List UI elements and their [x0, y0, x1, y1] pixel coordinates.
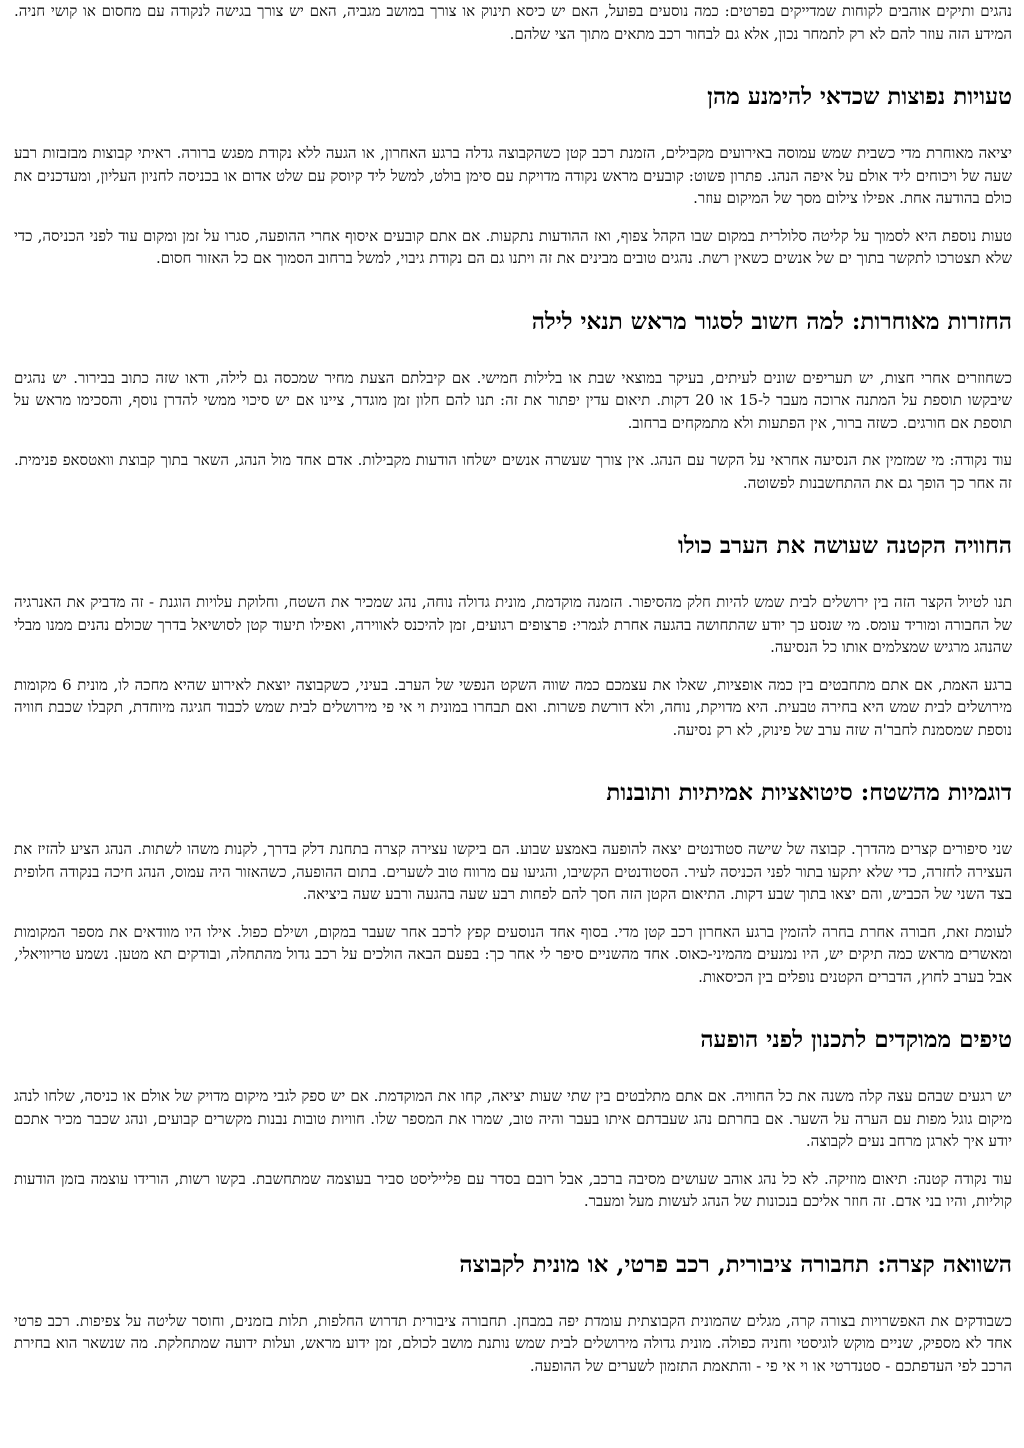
section-paragraph: כשחוזרים אחרי חצות, יש תעריפים שונים לעיתים, בעיקר במוצאי שבת או בלילות חמישי. אם קיבלתם הצעת מחיר שמכסה גם לילה, ודאו שזה כתוב בבירור. יש נהגים שיבקשו תוספת על המתנה ארוכה מעבר ל-15 או 20 דקות. תיאום עדין יפתור את זה: תנו להם חלון זמן מוגדר, ציינו אם יש סיכוי ממשי להדרן נוסף, והסכימו מראש על תוספת אם חורגים. כשזה ברור, אין הפתעות ולא מתמקחים ברחוב. — [14, 368, 1012, 432]
section-field-examples — [14, 778, 1012, 988]
section-paragraph: יש רגעים שבהם עצה קלה משנה את כל החוויה. אם אתם מתלבטים בין שתי שעות יציאה, קחו את המוקדמת. אם יש ספק לגבי מיקום מדויק של אולם או כניסה, שלחו לנהג מיקום גוגל מפות עם הערה על השער. אם בחרתם נהג שעבדתם איתו בעבר והיה טוב, שמרו את המספר שלו. חוויות טובות נבנות מקשרים קבועים, ונהג שכבר מכיר אתכם יודע איך לארגן מרחב נעים לקבוצה. — [14, 1087, 1012, 1150]
section-heading: החוויה הקטנה שעושה את הערב כולו — [678, 532, 1012, 559]
section-heading: החזרות מאוחרות: למה חשוב לסגור מראש תנאי לילה — [531, 307, 1012, 335]
section-paragraph: טעות נוספת היא לסמוך על קליטה סלולרית במקום שבו הקהל צפוף, ואז ההודעות נתקעות. אם אתם קובעים איסוף אחרי ההופעה, סגרו על זמן ומקום עוד לפני הכניסה, כדי שלא תצטרכו לתקשר בתוך ים של אנשים כשאין רשת. נהגים טובים מבינים את זה ויתנו גם הם נקודת גיבוי, למשל ברחוב הסמוך אם כל האזור חסום. — [14, 226, 1012, 267]
section-paragraph: עוד נקודה קטנה: תיאום מוזיקה. לא כל נהג אוהב שעושים מסיבה ברכב, אבל רובם בסדר עם פלייליסט סביר בעוצמה שמתחשבת. בקשו רשות, הורידו עוצמה בזמן הודעות קוליות, והיו בני אדם. זה חוזר אליכם בנכונות של הנהג לעשות מעל ומעבר. — [14, 1169, 1012, 1210]
section-heading: השוואה קצרה: תחבורה ציבורית, רכב פרטי, או מונית לקבוצה — [459, 1250, 1012, 1278]
article-page — [14, 0, 1012, 1377]
section-paragraph: תנו לטיול הקצר הזה בין ירושלים לבית שמש להיות חלק מהסיפור. הזמנה מוקדמת, מונית גדולה נוחה, נהג שמכיר את השטח, וחלוקת עלויות הוגנת - זה מדביק את האנרגיה של החבורה ומוריד עומס. מי שנסע כך יודע שהתחושה בהגעה אחרת לגמרי: פרצופים רגועים, זמן להיכנס לאווירה, ואפילו תיעוד קטן לסושיאל בדרך שכולם נהנים ממנו מבלי שהנהג מרגיש שמצלמים אותו כל הנסיעה. — [14, 593, 1012, 656]
section-paragraph: יציאה מאוחרת מדי כשבית שמש עמוסה באירועים מקבילים, הזמנת רכב קטן כשהקבוצה גדלה ברגע האחרון, או הגעה ללא נקודת מפגש ברורה. ראיתי קבוצות מבזבזות רבע שעה של ויכוחים ליד אולם על איפה הנהג. פתרון פשוט: קובעים מראש נקודה מדויקת עם סימן בולט, למשל ליד קיוסק עם שלט אדום או בכניסה לחניון העליון, ומעדכנים את כולם בהודעה אחת. אפילו צילום מסך של המיקום עוזר. — [14, 144, 1012, 207]
section-heading: טיפים ממוקדים לתכנון לפני הופעה — [700, 1026, 1012, 1053]
section-common-mistakes — [14, 82, 1012, 270]
section-late-returns — [14, 307, 1012, 495]
intro-paragraph: נהגים ותיקים אוהבים לקוחות שמדייקים בפרטים: כמה נוסעים בפועל, האם יש כיסא תינוק או צורך במושב מגביה, האם יש צורך בגישה לנקודה עם מחסום או קושי חניה. המידע הזה עוזר להם לא רק לתמחר נכון, אלא גם לבחור רכב מתאים מתוך הצי שלהם. — [14, 2, 1012, 43]
section-comparison — [14, 1250, 1012, 1378]
section-paragraph: לעומת זאת, חבורה אחרת בחרה להזמין ברגע האחרון רכב קטן מדי. בסוף אחד הנוסעים קפץ לרכב אחר שעבר במקום, ושילם כפול. אילו היו מוודאים את מספר המקומות ומאשרים מראש כמה תיקים יש, היו נמנעים מהמיני-כאוס. אחד מהשניים סיפר לי אחר כך: בפעם הבאה הולכים על רכב גדול מהתחלה, ובודקים תא מטען. נשמע טריוויאלי, אבל בערב לחוץ, הדברים הקטנים נופלים בין הכיסאות. — [14, 922, 1012, 986]
section-paragraph: ברגע האמת, אם אתם מתחבטים בין כמה אופציות, שאלו את עצמכם כמה שווה השקט הנפשי של הערב. בעיני, כשקבוצה יוצאת לאירוע שהיא מחכה לו, מונית 6 מקומות מירושלים לבית שמש היא בחירה טבעית. היא מדויקת, נוחה, ולא דורשת פשרות. ואם תבחרו במונית וי אי פי מירושלים לבית שמש לכבוד חגיגה מיוחדת, תקבלו שכבת חוויה נוספת שמסמנת לחבר'ה שזה ערב של פינוק, לא רק נסיעה. — [14, 675, 1012, 739]
section-small-experience — [14, 531, 1012, 741]
section-paragraph: שני סיפורים קצרים מהדרך. קבוצה של שישה סטודנטים יצאה להופעה באמצע שבוע. הם ביקשו עצירה קצרה בתחנת דלק בדרך, לקנות משהו לשתות. הנהג הציע להזיז את העצירה לחזרה, כדי שלא יתקעו בתור לפני הכניסה לעיר. הסטודנטים הקשיבו, והגיעו עם מרווח טוב לשערים. בתום ההופעה, כשהאזור היה עמוס, הנהג חיכה בנקודה חלופית בצד השני של הכביש, והם יצאו בתוך שבע דקות. התיאום הקטן הזה חסך להם לפחות רבע שעה בהגעה ורבע שעה ביציאה. — [14, 840, 1012, 903]
section-paragraph: כשבודקים את האפשרויות בצורה קרה, מגלים שהמונית הקבוצתית עומדת יפה במבחן. תחבורה ציבורית תדרוש החלפות, תלות בזמנים, וחוסר שליטה על צפיפות. רכב פרטי אחד לא מספיק, שניים מוקש לוגיסטי וחניה כפולה. מונית גדולה מירושלים לבית שמש נותנת מושב לכולם, זמן ידוע מראש, ועלות ידועה שמתחלקת. מה שנשאר הוא בחירת הרכב לפי העדפתכם - סטנדרטי או וי אי פי - והתאמת התזמון לשערים של ההופעה. — [14, 1311, 1012, 1375]
section-heading: טעויות נפוצות שכדאי להימנע מהן — [707, 83, 1012, 110]
section-planning-tips — [14, 1025, 1012, 1213]
section-paragraph: עוד נקודה: מי שמזמין את הנסיעה אחראי על הקשר עם הנהג. אין צורך שעשרה אנשים ישלחו הודעות מקבילות. אדם אחד מול הנהג, השאר בתוך קבוצת וואטסאפ פנימית. זה אחר כך הופך גם את ההתחשבנות לפשוטה. — [14, 451, 1012, 492]
section-heading: דוגמיות מהשטח: סיטואציות אמיתיות ותובנות — [606, 779, 1012, 806]
